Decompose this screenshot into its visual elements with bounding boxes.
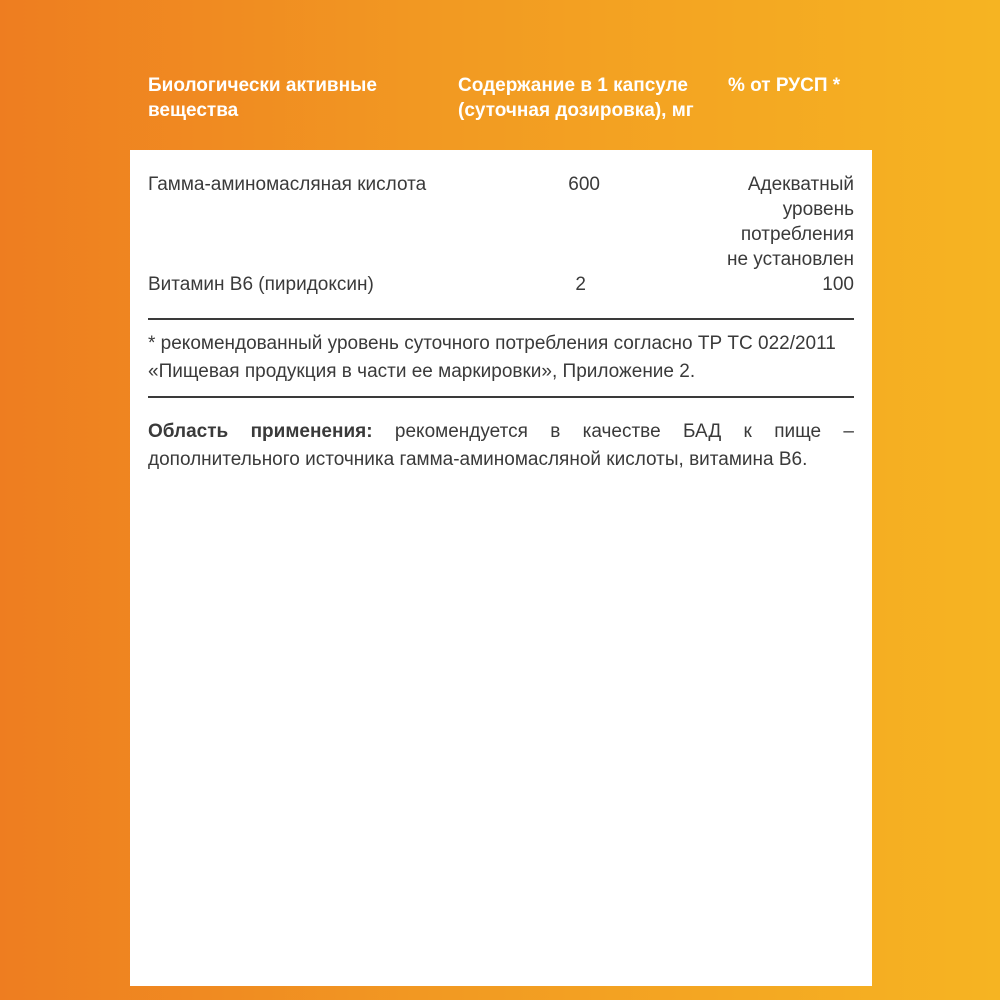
- divider: [148, 318, 854, 320]
- table-header: [0, 0, 1000, 150]
- header-rusp-percent: % от РУСП *: [728, 75, 841, 96]
- usage-paragraph: [148, 418, 854, 474]
- row-name: Гамма-аминомасляная кислота: [148, 174, 427, 195]
- usage-text: рекомендуется в качестве БАД к пище – дополнительного источника гамма-аминомасляной кислоты, витамина В6.: [148, 421, 854, 470]
- row-rusp-line: Адекватный уровень потребления не установлен: [726, 174, 854, 270]
- footnote: * рекомендованный уровень суточного потребления согласно ТР ТС 022/2011 «Пищевая продукция в части ее маркировки», Приложение 2.: [148, 333, 836, 382]
- row-name: Витамин В6 (пиридоксин): [148, 274, 374, 295]
- header-content-per-capsule: Содержание в 1 капсуле (суточная дозировка), мг: [458, 75, 694, 121]
- usage-label: Область применения:: [148, 421, 395, 442]
- row-value: 600: [568, 174, 600, 195]
- header-active-substances: Биологически активные вещества: [148, 75, 377, 121]
- divider: [148, 396, 854, 398]
- row-rusp: 100: [822, 274, 854, 295]
- row-rusp: [700, 172, 854, 272]
- row-value: 2: [575, 274, 586, 295]
